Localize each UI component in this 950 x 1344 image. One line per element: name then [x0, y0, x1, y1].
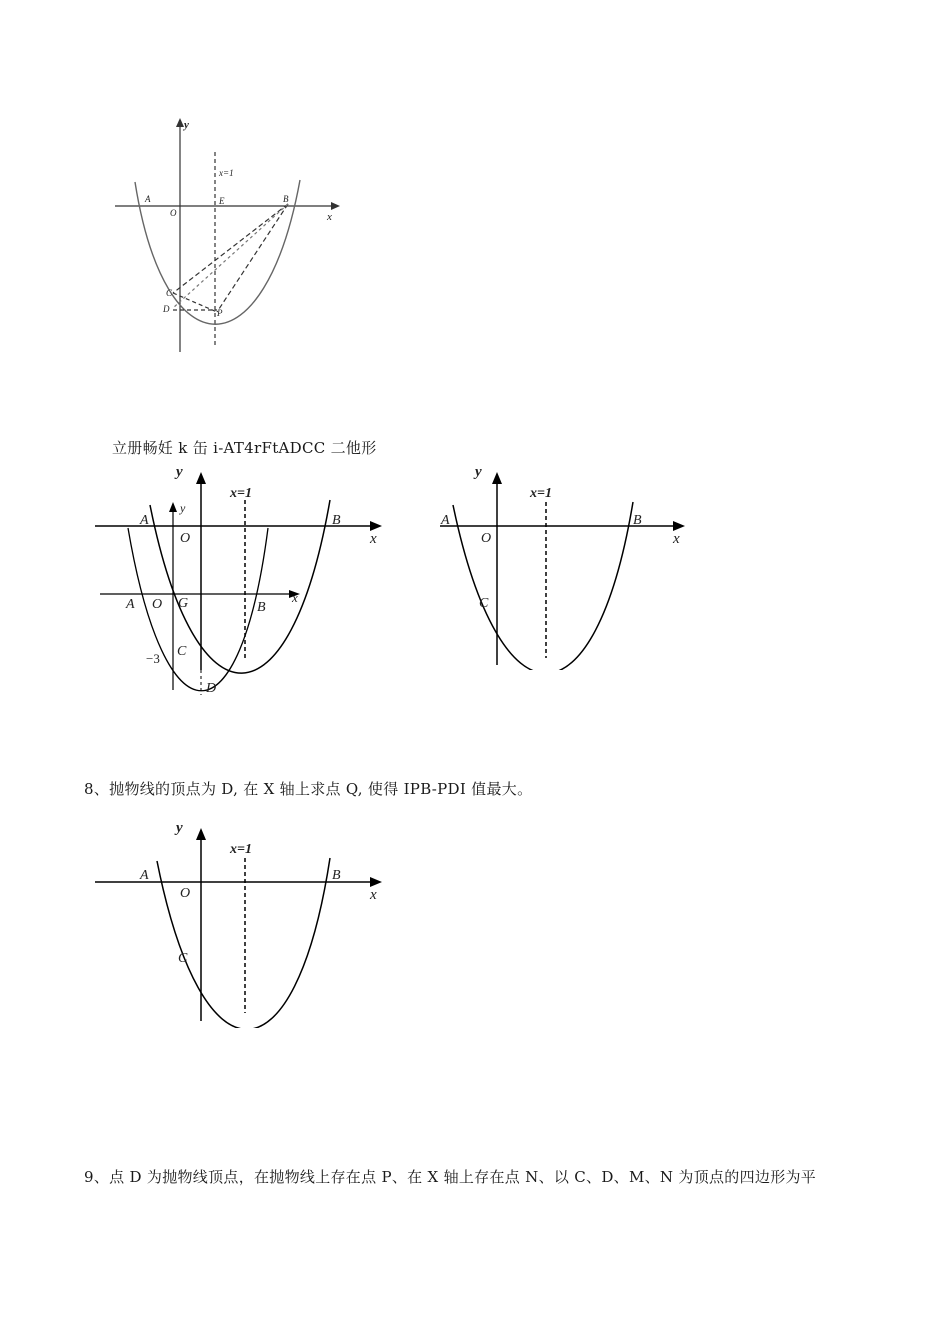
outer-label-o: O — [180, 531, 191, 546]
label-o: O — [481, 531, 492, 546]
inner-label-g: G — [178, 596, 189, 611]
label-vline: x=1 — [230, 842, 252, 857]
label-c: C — [178, 951, 188, 966]
inner-parabola-curve — [128, 528, 268, 691]
label-x: x — [327, 211, 332, 223]
label-y: y — [184, 119, 189, 131]
label-x: x — [673, 531, 680, 547]
figure-overlapping-parabolas — [90, 460, 395, 700]
outer-label-b: B — [332, 513, 341, 528]
label-b: B — [283, 194, 289, 204]
figure-parabola-right — [435, 460, 695, 670]
label-b: B — [633, 513, 642, 528]
label-o: O — [180, 886, 191, 901]
label-vline: x=1 — [530, 486, 552, 501]
inner-label-a: A — [126, 597, 135, 612]
label-c: C — [166, 288, 173, 298]
label-a: A — [441, 513, 450, 528]
label-p: P — [217, 308, 223, 318]
caption-text: 立册畅妊 k 缶 i-AT4rFtADCC 二他形 — [112, 439, 377, 457]
parabola-curve — [157, 858, 330, 1028]
parabola-curve — [135, 180, 300, 324]
x-axis-arrow — [331, 202, 340, 210]
outer-x-axis-arrow — [370, 521, 382, 531]
question-9: 9、点 D 为抛物线顶点，在抛物线上存在点 P、在 X 轴上存在点 N、以 C、D、M、N 为顶点的四边形为平 — [84, 1168, 817, 1186]
question-8: 8、抛物线的顶点为 D, 在 X 轴上求点 Q, 使得 IPB-PDI 值最大。 — [84, 780, 533, 798]
outer-y-axis-arrow — [196, 472, 206, 484]
outer-label-x: x — [370, 531, 377, 547]
figure-parabola-q8 — [90, 818, 395, 1028]
label-a: A — [140, 868, 149, 883]
inner-label-x: x — [292, 590, 298, 605]
outer-label-vline: x=1 — [230, 486, 252, 501]
label-o: O — [170, 208, 177, 218]
label-x: x — [370, 887, 377, 903]
x-axis-arrow — [370, 877, 382, 887]
inner-label-minus3: −3 — [146, 651, 160, 666]
segment-bc — [173, 204, 288, 293]
inner-label-c: C — [177, 644, 187, 659]
label-c: C — [479, 596, 489, 611]
y-axis-arrow — [492, 472, 502, 484]
inner-label-y: y — [180, 501, 186, 515]
label-vline: x=1 — [219, 168, 234, 178]
y-axis-arrow — [196, 828, 206, 840]
label-d: D — [163, 304, 170, 314]
parabola-curve — [453, 502, 633, 670]
label-y: y — [475, 464, 482, 480]
inner-y-axis-arrow — [169, 502, 177, 512]
x-axis-arrow — [673, 521, 685, 531]
label-b: B — [332, 868, 341, 883]
label-a: A — [145, 194, 151, 204]
label-y: y — [176, 820, 183, 836]
inner-label-d: D — [206, 681, 217, 696]
inner-label-b: B — [257, 600, 266, 615]
outer-label-y: y — [176, 464, 183, 480]
inner-label-o: O — [152, 597, 163, 612]
figure-parabola-triangle — [105, 112, 345, 357]
outer-label-a: A — [140, 513, 149, 528]
y-axis-arrow — [176, 118, 184, 127]
label-e: E — [219, 196, 225, 206]
